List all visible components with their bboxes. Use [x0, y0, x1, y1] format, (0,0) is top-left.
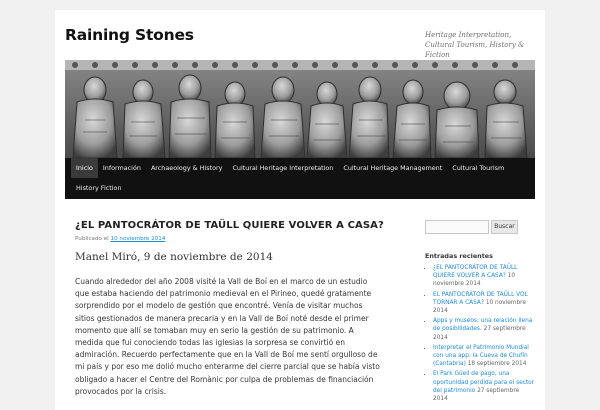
main-content [75, 220, 395, 398]
post-body: Cuando alrededor del año 2008 visité la Vall de Boí en el marco de un estudio que estaba haciendo del patrimonio medieval en el Pirineo, quedé gratamente sorprendido por el modelo de gestión que encontré. Venía de visitar muchos sitios gestionados de manera precaria y en la Vall de Boí noté desde el primer momento que allí se tomaban muy en serio la gestión de su patrimonio. A medida que fui conociendo todas las iglesias la sorpresa se convirtió en admiración. Recuerdo perfectamente que en la Vall de Boí me sentí orgulloso de mi país y por eso me dolió mucho enterarme del cierre parcial que se había visto obligado a hacer el Centre del Romànic por culpa de problemas de financiación provocados por la crisis. [75, 277, 380, 396]
list-item [433, 344, 535, 369]
recent-post-link[interactable]: Interpretar el Patrimonio Mundial con una app: la Cueva de Chufín (Cantabria) [433, 344, 529, 368]
published-label: Publicado el [75, 236, 109, 242]
post-title[interactable]: ¿EL PANTOCRÁTOR DE TAÜLL QUIERE VOLVER A CASA? [75, 220, 384, 231]
header-image[interactable] [65, 60, 535, 158]
recent-post-date: 27 septiembre 2014 [433, 387, 520, 403]
list-item [433, 291, 535, 316]
recent-post-link[interactable]: Apps y museos: una relación llena de posibilidades. [433, 318, 533, 333]
nav-item-inicio[interactable]: Inicio [71, 158, 98, 178]
nav-item-informacion[interactable]: Información [102, 164, 141, 172]
nav-item-history-fiction[interactable]: History Fiction [76, 184, 122, 192]
search-form [425, 220, 535, 234]
list-item [433, 264, 535, 289]
list-item [433, 370, 535, 403]
site-title[interactable]: Raining Stones [65, 26, 194, 44]
nav-item-cultural-heritage-interpretation[interactable]: Cultural Heritage Interpretation [232, 164, 334, 172]
search-input[interactable] [425, 220, 489, 234]
recent-post-date: 10 noviembre 2014 [433, 273, 516, 288]
recent-post-date: 18 septiembre 2014 [467, 361, 527, 368]
recent-posts-list [425, 264, 535, 403]
nav-item-archaeology-history[interactable]: Archaeology & History [150, 164, 223, 172]
search-button[interactable]: Buscar [491, 220, 518, 234]
recent-post-link[interactable]: ¿EL PANTOCRÁTOR DE TAÜLL QUIERE VOLVER A CASA? [433, 265, 518, 280]
post-date-link[interactable]: 10 noviembre 2014 [110, 236, 166, 242]
carved-stone-frieze-image [65, 60, 535, 158]
main-navigation [65, 158, 535, 199]
nav-item-cultural-heritage-management[interactable]: Cultural Heritage Management [343, 164, 443, 172]
nav-item-cultural-tourism[interactable]: Cultural Tourism [452, 164, 505, 172]
sidebar [425, 220, 535, 405]
recent-post-date: 27 septiembre 2014 [433, 326, 526, 341]
post-meta [75, 236, 395, 242]
post-subtitle: Manel Miró, 9 de noviembre de 2014 [75, 251, 273, 263]
recent-post-link[interactable]: El Park Güell de pago, una oportunidad perdida para el sector del patrimonio [433, 371, 535, 394]
recent-post-link[interactable]: EL PANTOCRÀTOR DE TAÜLL VOL TORNAR A CASA? [433, 291, 528, 306]
recent-post-date: 10 noviembre 2014 [433, 299, 527, 315]
recent-posts-title: Entradas recientes [425, 252, 493, 260]
page [55, 10, 545, 410]
list-item [433, 317, 535, 342]
site-description: Heritage Interpretation, Cultural Tourism, History & Fiction [425, 31, 525, 59]
